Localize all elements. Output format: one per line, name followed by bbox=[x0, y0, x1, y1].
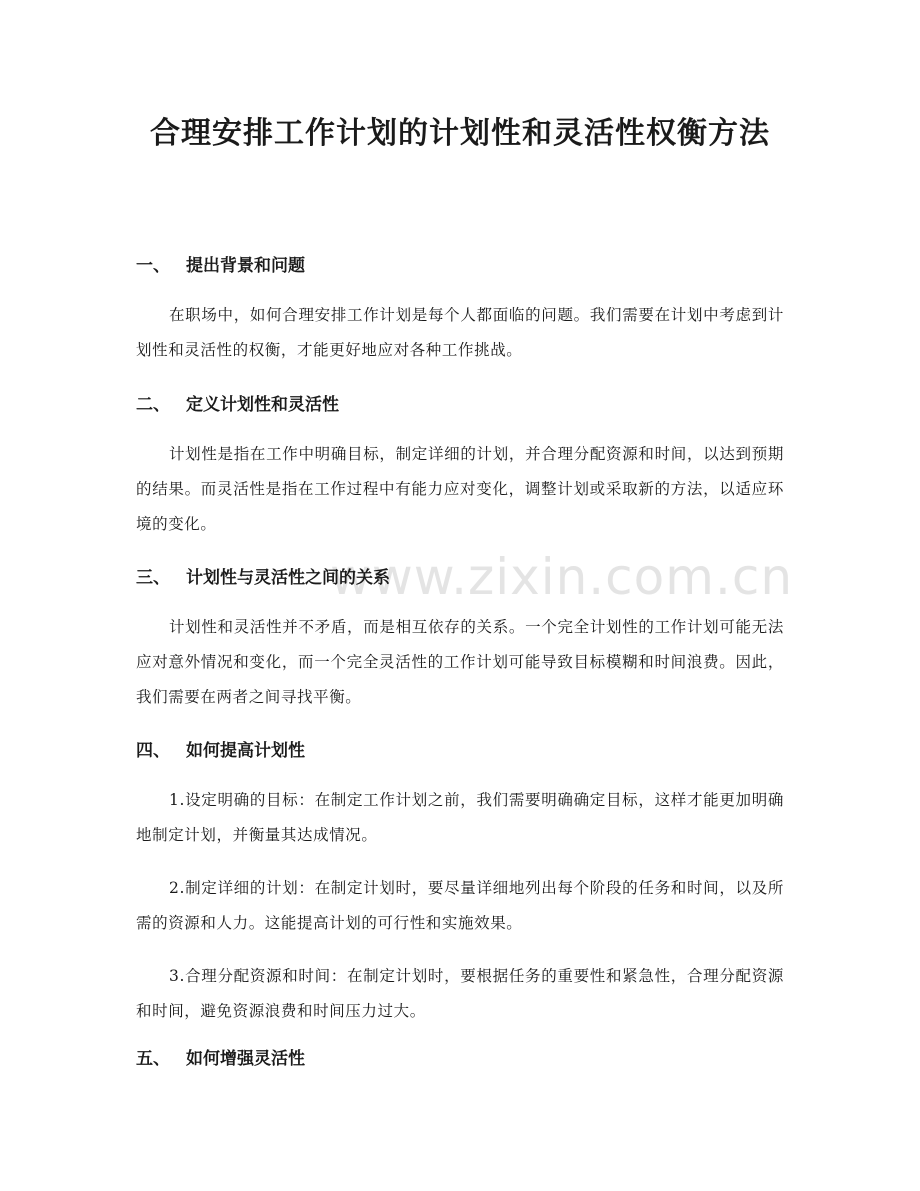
paragraph: 计划性和灵活性并不矛盾，而是相互依存的关系。一个完全计划性的工作计划可能无法应对意外情况和变化，而一个完全灵活性的工作计划可能导致目标模糊和时间浪费。因此，我们需要在两者之间寻找平衡。 bbox=[136, 618, 784, 706]
document-title: 合理安排工作计划的计划性和灵活性权衡方法 bbox=[150, 116, 770, 151]
section-heading-3 bbox=[136, 566, 786, 590]
section-number: 五、 bbox=[136, 1049, 170, 1069]
section-title: 定义计划性和灵活性 bbox=[186, 395, 339, 415]
section-heading-1 bbox=[136, 254, 786, 278]
paragraph: 1.设定明确的目标：在制定工作计划之前，我们需要明确确定目标，这样才能更加明确地制定计划，并衡量其达成情况。 bbox=[136, 791, 784, 844]
section-number: 二、 bbox=[136, 395, 170, 415]
section-title: 如何提高计划性 bbox=[186, 741, 305, 761]
paragraph: 计划性是指在工作中明确目标，制定详细的计划，并合理分配资源和时间，以达到预期的结果。而灵活性是指在工作过程中有能力应对变化，调整计划或采取新的方法，以适应环境的变化。 bbox=[136, 445, 784, 533]
section-number: 一、 bbox=[136, 256, 170, 276]
section-title: 如何增强灵活性 bbox=[186, 1049, 305, 1069]
section-number: 四、 bbox=[136, 741, 170, 761]
section-title: 提出背景和问题 bbox=[186, 256, 305, 276]
section-number: 三、 bbox=[136, 568, 170, 588]
section-heading-4 bbox=[136, 739, 786, 763]
section-heading-5 bbox=[136, 1047, 786, 1071]
section-heading-2 bbox=[136, 393, 786, 417]
paragraph: 3.合理分配资源和时间：在制定计划时，要根据任务的重要性和紧急性，合理分配资源和时间，避免资源浪费和时间压力过大。 bbox=[136, 967, 784, 1020]
section-title: 计划性与灵活性之间的关系 bbox=[186, 568, 390, 588]
paragraph: 2.制定详细的计划：在制定计划时，要尽量详细地列出每个阶段的任务和时间，以及所需的资源和人力。这能提高计划的可行性和实施效果。 bbox=[136, 879, 784, 932]
paragraph: 在职场中，如何合理安排工作计划是每个人都面临的问题。我们需要在计划中考虑到计划性和灵活性的权衡，才能更好地应对各种工作挑战。 bbox=[136, 306, 784, 359]
watermark: www.zixin.com.cn bbox=[330, 548, 794, 606]
